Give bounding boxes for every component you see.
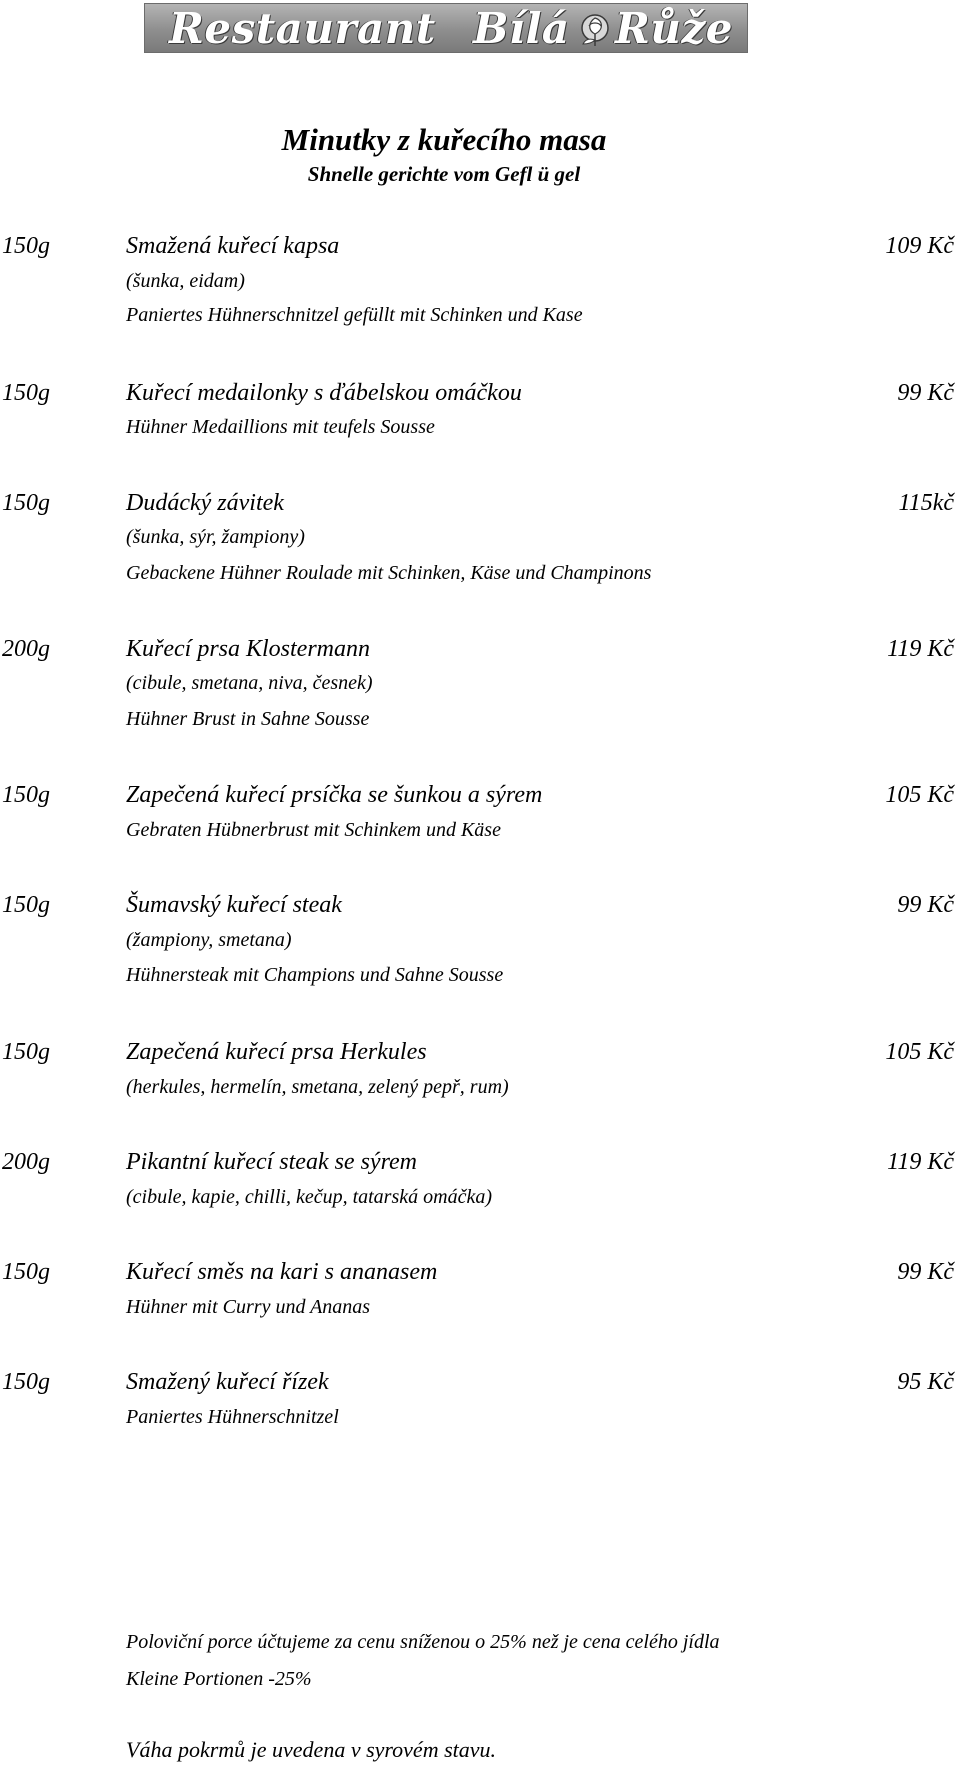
item-german-name: Gebackene Hühner Roulade mit Schinken, Käse und Champinons <box>126 562 652 584</box>
item-name: Zapečená kuřecí prsíčka se šunkou a sýrem <box>126 782 543 808</box>
item-name: Smažená kuřecí kapsa <box>126 233 340 259</box>
page-subtitle: Shnelle gerichte vom Gefl ü gel <box>307 162 581 186</box>
item-price: 99 Kč <box>897 1259 954 1285</box>
item-weight: 150g <box>2 233 50 259</box>
item-german-name: Gebraten Hübnerbrust mit Schinkem und Käse <box>126 819 501 841</box>
item-weight: 150g <box>2 1259 50 1285</box>
item-name: Dudácký závitek <box>126 490 284 516</box>
half-portion-note-de: Kleine Portionen -25% <box>126 1668 312 1690</box>
item-german-name: Hühner mit Curry und Ananas <box>126 1296 371 1318</box>
item-name: Kuřecí směs na kari s ananasem <box>126 1259 438 1285</box>
item-german-name: Paniertes Hühnerschnitzel <box>126 1406 339 1428</box>
item-weight: 150g <box>2 490 50 516</box>
item-ingredients: (cibule, smetana, niva, česnek) <box>126 672 373 694</box>
item-price: 119 Kč <box>887 1149 954 1175</box>
half-portion-note-cz: Poloviční porce účtujeme za cenu sníženou o 25% než je cena celého jídla <box>126 1631 720 1653</box>
item-name: Zapečená kuřecí prsa Herkules <box>126 1039 427 1065</box>
item-price: 95 Kč <box>897 1369 954 1395</box>
item-ingredients: (herkules, hermelín, smetana, zelený pepř, rum) <box>126 1076 509 1098</box>
item-price: 115kč <box>898 490 954 516</box>
item-weight: 200g <box>2 636 50 662</box>
item-german-name: Hühner Medaillions mit teufels Sousse <box>126 416 435 438</box>
item-weight: 150g <box>2 782 50 808</box>
logo-word-restaurant: Restaurant <box>169 4 436 53</box>
item-weight: 150g <box>2 892 50 918</box>
item-price: 105 Kč <box>885 782 954 808</box>
item-price: 99 Kč <box>897 892 954 918</box>
item-german-name: Paniertes Hühnerschnitzel gefüllt mit Schinken und Kase <box>126 304 583 326</box>
page-title: Minutky z kuřecího masa <box>281 122 607 157</box>
item-name: Kuřecí medailonky s ďábelskou omáčkou <box>126 380 522 406</box>
item-weight: 150g <box>2 1369 50 1395</box>
item-weight: 200g <box>2 1149 50 1175</box>
rose-icon <box>575 10 615 48</box>
item-name: Kuřecí prsa Klostermann <box>126 636 371 662</box>
item-price: 109 Kč <box>885 233 954 259</box>
item-name: Smažený kuřecí řízek <box>126 1369 329 1395</box>
item-price: 105 Kč <box>885 1039 954 1065</box>
item-german-name: Hühner Brust in Sahne Sousse <box>126 708 370 730</box>
item-ingredients: (cibule, kapie, chilli, kečup, tatarská omáčka) <box>126 1186 492 1208</box>
logo-word-bila: Bílá <box>473 4 570 53</box>
weight-note: Váha pokrmů je uvedena v syrovém stavu. <box>126 1737 497 1762</box>
item-ingredients: (žampiony, smetana) <box>126 929 292 951</box>
item-price: 119 Kč <box>887 636 954 662</box>
item-name: Pikantní kuřecí steak se sýrem <box>126 1149 418 1175</box>
item-price: 99 Kč <box>897 380 954 406</box>
item-weight: 150g <box>2 380 50 406</box>
logo-word-ruze: Růže <box>615 4 734 53</box>
item-ingredients: (šunka, eidam) <box>126 270 245 292</box>
item-german-name: Hühnersteak mit Champions und Sahne Sousse <box>126 964 504 986</box>
item-name: Šumavský kuřecí steak <box>126 892 342 918</box>
item-weight: 150g <box>2 1039 50 1065</box>
item-ingredients: (šunka, sýr, žampiony) <box>126 526 305 548</box>
restaurant-logo <box>144 3 748 53</box>
